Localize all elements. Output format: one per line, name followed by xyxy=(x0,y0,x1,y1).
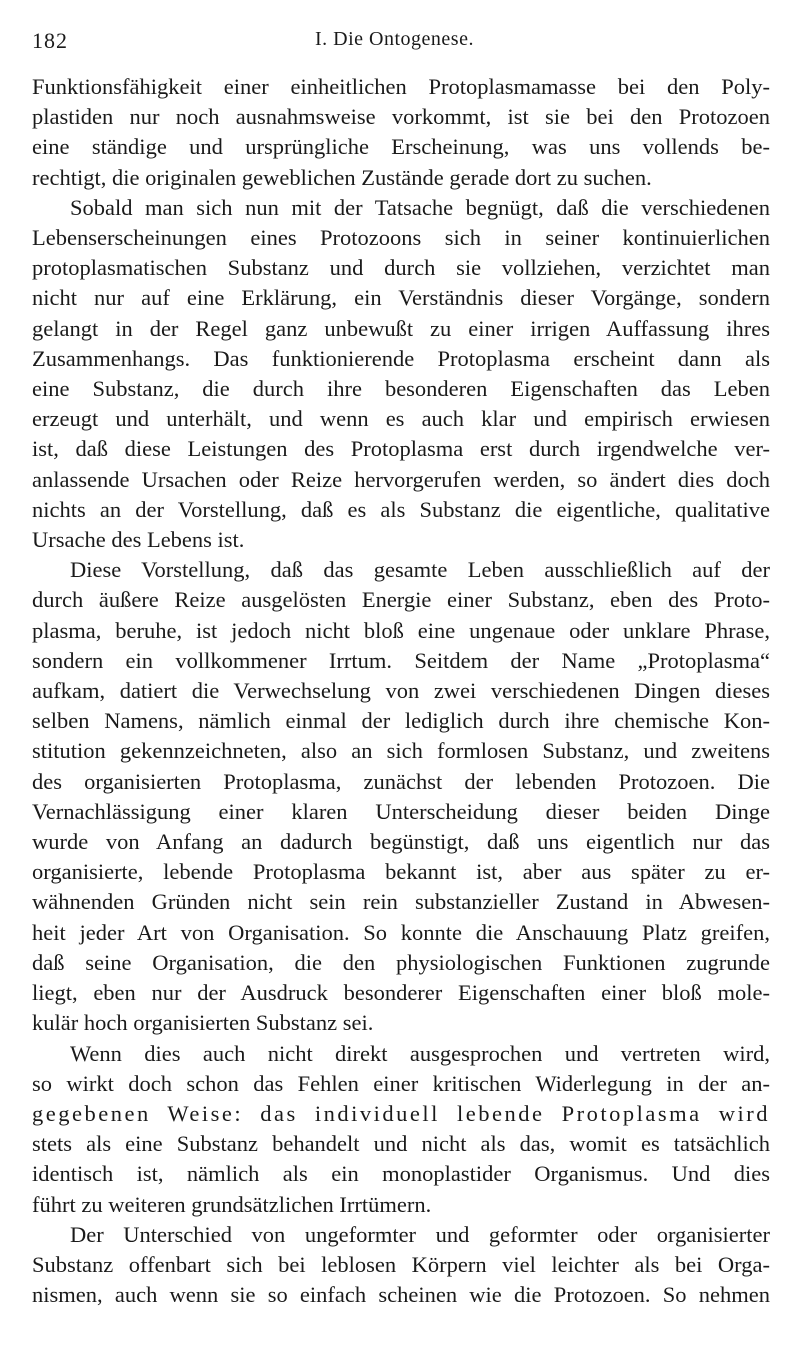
text-line: plastiden nur noch ausnahmsweise vorkommt, ist sie bei den Protozoen xyxy=(32,104,770,130)
text-line: Funktionsfähigkeit einer einheitlichen Protoplasmamasse bei den Poly- xyxy=(32,74,770,99)
text-line: anlassende Ursachen oder Reize hervorgerufen werden, so ändert dies doch xyxy=(32,466,770,492)
text-line: durch äußere Reize ausgelösten Energie einer Substanz, eben des Proto- xyxy=(32,587,770,613)
text-line: wurde von Anfang an dadurch begünstigt, daß uns eigentlich nur das xyxy=(32,829,770,855)
text-line: führt zu weiteren grundsätzlichen Irrtümern. xyxy=(32,1191,432,1217)
text-line: kulär hoch organisierten Substanz sei. xyxy=(32,1010,374,1036)
page-number: 182 xyxy=(32,28,68,53)
text-line: liegt, eben nur der Ausdruck besonderer Eigenschaften einer bloß mole- xyxy=(32,980,770,1006)
text-line: Vernachlässigung einer klaren Unterscheidung dieser beiden Dinge xyxy=(32,798,770,824)
text-line: gegebenen Weise: das individuell lebende Protoplasma wird xyxy=(32,1100,770,1126)
page-header xyxy=(32,22,770,62)
text-line: nicht nur auf eine Erklärung, ein Verständnis dieser Vorgänge, sondern xyxy=(32,285,770,311)
text-line: ist, daß diese Leistungen des Protoplasma erst durch irgendwelche ver- xyxy=(32,436,770,462)
text-line: Der Unterschied von ungeformter und geformter oder organisierter xyxy=(70,1221,770,1247)
text-line: Wenn dies auch nicht direkt ausgesprochen und vertreten wird, xyxy=(70,1040,770,1066)
text-line: identisch ist, nämlich als ein monoplastider Organismus. Und dies xyxy=(32,1161,770,1187)
text-line: eine Substanz, die durch ihre besonderen Eigenschaften das Leben xyxy=(32,376,770,402)
text-line: stitution gekennzeichneten, also an sich formlosen Substanz, und zweitens xyxy=(32,738,770,764)
text-line: daß seine Organisation, die den physiologischen Funktionen zugrunde xyxy=(32,949,770,975)
text-line: heit jeder Art von Organisation. So konnte die Anschauung Platz greifen, xyxy=(32,919,770,945)
text-line: Diese Vorstellung, daß das gesamte Leben ausschließlich auf der xyxy=(70,557,770,583)
text-line: wähnenden Gründen nicht sein rein substanzieller Zustand in Abwesen- xyxy=(32,889,770,915)
body-text xyxy=(32,72,770,1310)
text-line: Zusammenhangs. Das funktionierende Protoplasma erscheint dann als xyxy=(32,345,770,371)
text-line: sondern ein vollkommener Irrtum. Seitdem der Name „Protoplasma“ xyxy=(32,647,770,673)
text-line: so wirkt doch schon das Fehlen einer kritischen Widerlegung in der an- xyxy=(32,1070,770,1096)
text-line: Sobald man sich nun mit der Tatsache begnügt, daß die verschiedenen xyxy=(70,194,770,220)
text-line: protoplasmatischen Substanz und durch sie vollziehen, verzichtet man xyxy=(32,255,770,281)
text-line: nichts an der Vorstellung, daß es als Substanz die eigentliche, qualitative xyxy=(32,496,770,522)
text-line: stets als eine Substanz behandelt und nicht als das, womit es tatsächlich xyxy=(32,1131,770,1157)
text-line: nismen, auch wenn sie so einfach scheinen wie die Protozoen. So nehmen xyxy=(32,1282,770,1308)
text-line: des organisierten Protoplasma, zunächst der lebenden Protozoen. Die xyxy=(32,768,770,794)
text-line: rechtigt, die originalen geweblichen Zustände gerade dort zu suchen. xyxy=(32,164,652,190)
text-line: Lebenserscheinungen eines Protozoons sich in seiner kontinuierlichen xyxy=(32,225,770,251)
text-line: organisierte, lebende Protoplasma bekannt ist, aber aus später zu er- xyxy=(32,859,770,885)
text-line: plasma, beruhe, ist jedoch nicht bloß eine ungenaue oder unklare Phrase, xyxy=(32,617,770,643)
text-line: gelangt in der Regel ganz unbewußt zu einer irrigen Auffassung ihres xyxy=(32,315,770,341)
text-line: eine ständige und ursprüngliche Erscheinung, was uns vollends be- xyxy=(32,134,770,160)
text-line: erzeugt und unterhält, und wenn es auch klar und empirisch erwiesen xyxy=(32,406,770,432)
text-line: aufkam, datiert die Verwechselung von zwei verschiedenen Dingen dieses xyxy=(32,678,770,704)
text-line: Ursache des Lebens ist. xyxy=(32,527,245,553)
text-line: Substanz offenbart sich bei leblosen Körpern viel leichter als bei Orga- xyxy=(32,1251,770,1277)
text-line: selben Namens, nämlich einmal der lediglich durch ihre chemische Kon- xyxy=(32,708,770,734)
running-title: I. Die Ontogenese. xyxy=(315,28,474,50)
